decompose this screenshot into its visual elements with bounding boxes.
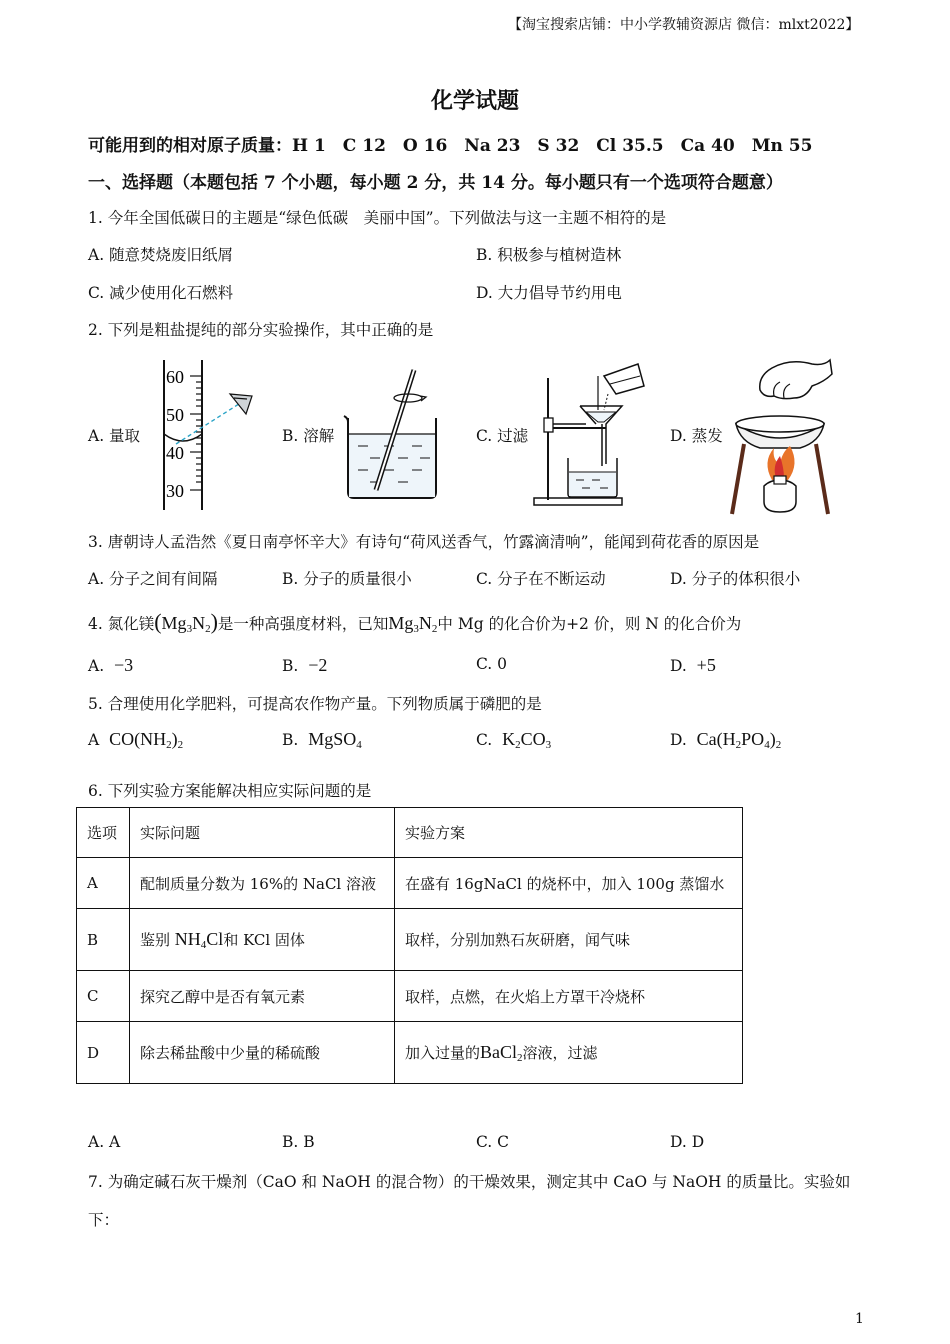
table-row: [77, 909, 743, 971]
table-cell: 加入过量的BaCl$_2$溶液，过滤: [395, 1022, 743, 1084]
q7-line1: 7. 为确定碱石灰干燥剂（CaO 和 NaOH 的混合物）的干燥效果，测定其中 CaO 与 NaOH 的质量比。实验如: [88, 1173, 851, 1191]
table-header-row: [77, 808, 743, 858]
graduated-cylinder-figure: [134, 356, 264, 514]
hand-icon: [760, 360, 832, 399]
q1-option-c: C. 减少使用化石燃料: [88, 284, 234, 302]
header-note: 【淘宝搜索店铺：中小学教辅资源店 微信：mlxt2022】: [508, 17, 860, 33]
q7-line2: 下：: [88, 1211, 120, 1229]
q4-pre: 4. 氮化镁: [88, 615, 155, 633]
page-number: 1: [855, 1311, 864, 1327]
q4-stem: [88, 609, 741, 635]
table-cell: 在盛有 16gNaCl 的烧杯中，加入 100g 蒸馏水: [395, 858, 743, 909]
beaker-stirring-figure: [334, 366, 444, 502]
q3-option-d: D. 分子的体积很小: [670, 570, 801, 588]
table-cell: 取样，分别加熟石灰研磨，闻气味: [395, 909, 743, 971]
q5-option-c: C. $K_2CO_3$: [476, 729, 552, 751]
q4-mid2: 中 Mg 的化合价为+2 价，则 N 的化合价为: [437, 615, 742, 633]
table-header-cell: 实验方案: [395, 808, 743, 858]
q5-option-d: D. $Ca(H_2PO_4)_2$: [670, 729, 782, 751]
eye-icon: [230, 394, 252, 414]
q2-option-a: A. 量取: [88, 427, 141, 445]
table-cell: 取样，点燃，在火焰上方罩干冷烧杯: [395, 971, 743, 1022]
q6-table: [76, 807, 743, 1084]
table-cell: 除去稀盐酸中少量的稀硫酸: [130, 1022, 395, 1084]
page-title: 化学试题: [430, 88, 519, 114]
table-cell: D: [77, 1022, 130, 1084]
q1-option-a: A. 随意焚烧废旧纸屑: [88, 246, 234, 264]
evaporation-figure: [720, 352, 840, 518]
q1-stem: 1. 今年全国低碳日的主题是“绿色低碳 美丽中国”。下列做法与这一主题不相符的是: [88, 209, 667, 227]
q6-option-a: A. A: [88, 1133, 121, 1151]
q3-option-a: A. 分子之间有间隔: [88, 570, 218, 588]
tick-40: 40: [166, 443, 184, 463]
q3-option-b: B. 分子的质量很小: [282, 570, 412, 588]
q5-option-b: B. MgSO$_4$: [282, 729, 362, 751]
atomic-masses: 可能用到的相对原子质量：H 1 C 12 O 16 Na 23 S 32 Cl 35.5 Ca 40 Mn 55: [88, 136, 813, 156]
tick-30: 30: [166, 481, 184, 501]
q1-option-d: D. 大力倡导节约用电: [476, 284, 622, 302]
table-row: [77, 858, 743, 909]
q4-option-d: D. +5: [670, 655, 716, 675]
q3-option-c: C. 分子在不断运动: [476, 570, 606, 588]
q1-option-b: B. 积极参与植树造林: [476, 246, 622, 264]
q6-stem: 6. 下列实验方案能解决相应实际问题的是: [88, 782, 372, 800]
table-header-cell: 实际问题: [130, 808, 395, 858]
mg3n2-formula-paren: $(Mg_3N_2)$: [154, 609, 218, 635]
table-cell: 鉴别 $NH_4Cl$和 KCl 固体: [130, 909, 395, 971]
q3-stem: 3. 唐朝诗人孟浩然《夏日南亭怀辛大》有诗句“荷风送香气，竹露滴清响”，能闻到荷花香的原因是: [88, 533, 760, 551]
q6-option-c: C. C: [476, 1133, 510, 1151]
table-cell: 配制质量分数为 16%的 NaCl 溶液: [130, 858, 395, 909]
table-cell: C: [77, 971, 130, 1022]
table-row: [77, 971, 743, 1022]
table-header-cell: 选项: [77, 808, 130, 858]
q5-option-a: A $CO(NH_2)_2$: [88, 729, 184, 751]
mg3n2-formula: $Mg_3N_2$: [388, 613, 438, 635]
q2-option-c: C. 过滤: [476, 427, 529, 445]
table-cell: 探究乙醇中是否有氧元素: [130, 971, 395, 1022]
q6-option-d: D. D: [670, 1133, 705, 1151]
q2-stem: 2. 下列是粗盐提纯的部分实验操作，其中正确的是: [88, 321, 434, 339]
q2-option-b: B. 溶解: [282, 427, 335, 445]
section-heading: 一、选择题（本题包括 7 个小题，每小题 2 分，共 14 分。每小题只有一个选项符合题意）: [88, 173, 783, 193]
q6-option-b: B. B: [282, 1133, 315, 1151]
table-cell: A: [77, 858, 130, 909]
table-row: [77, 1022, 743, 1084]
q2-option-d: D. 蒸发: [670, 427, 723, 445]
q4-option-b: B. −2: [282, 655, 328, 675]
tick-60: 60: [166, 367, 184, 387]
tick-50: 50: [166, 405, 184, 425]
q4-mid1: 是一种高强度材料，已知: [217, 615, 389, 633]
q5-stem: 5. 合理使用化学肥料，可提高农作物产量。下列物质属于磷肥的是: [88, 695, 542, 713]
q4-option-a: A. −3: [88, 655, 134, 675]
table-cell: B: [77, 909, 130, 971]
filtration-figure: [526, 354, 656, 510]
q4-option-c: C. 0: [476, 655, 508, 673]
